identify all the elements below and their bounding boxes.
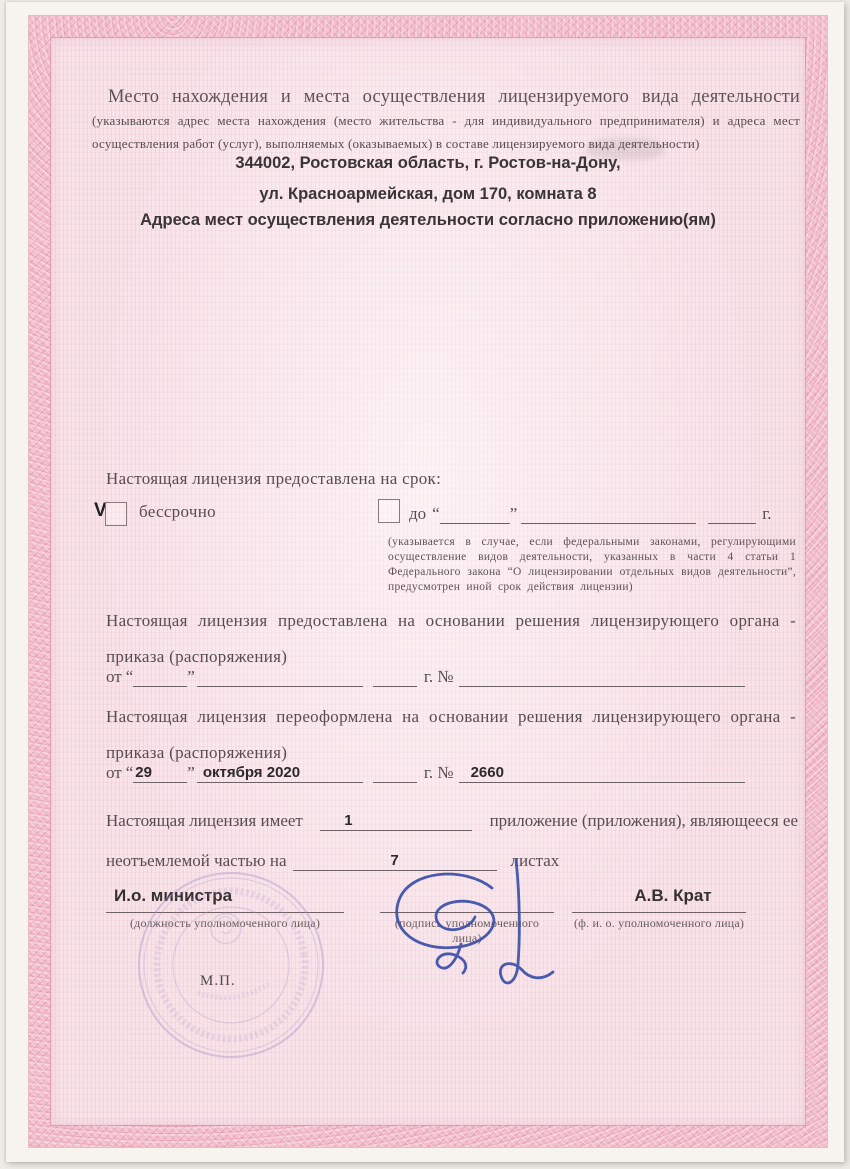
document-content bbox=[6, 2, 844, 1162]
open-quote: “ bbox=[432, 504, 440, 523]
blank-granted-monthyear bbox=[197, 664, 363, 687]
location-header-main: Место нахождения и места осуществления лицензируемого вида деятельности bbox=[108, 87, 800, 107]
attachments-part2: приложение (приложения), являющееся ее bbox=[489, 811, 798, 830]
until-label: до bbox=[409, 504, 427, 523]
signature-col-name bbox=[572, 886, 746, 931]
blank-granted-year bbox=[373, 664, 417, 687]
reissued-date-row bbox=[106, 760, 745, 783]
blank-reissued-monthyear bbox=[197, 760, 363, 783]
attachment-count-value: 1 bbox=[344, 812, 353, 829]
reissued-line-2: приказа (распоряжения) bbox=[106, 743, 288, 762]
granted-no-label: г. № bbox=[423, 667, 454, 686]
sheets-count-value: 7 bbox=[390, 852, 399, 869]
blank-reissued-year bbox=[373, 760, 417, 783]
close-quote: ” bbox=[187, 667, 195, 686]
blank-until-year bbox=[708, 501, 756, 524]
attachments-line-1 bbox=[106, 808, 798, 831]
checkbox-until bbox=[378, 499, 400, 523]
granted-line-1: Настоящая лицензия предоставлена на основании решения лицензирующего органа - bbox=[106, 611, 796, 630]
location-header-note: (указываются адрес места нахождения (место жительства - для индивидуального предпринимателя) и адреса мест осуществления работ (услуг), выполняемых (оказываемых) в составе лицензируемого вида деятельности) bbox=[92, 113, 800, 151]
blank-granted-day bbox=[133, 664, 187, 687]
address-block bbox=[78, 154, 778, 230]
address-line-3: Адреса мест осуществления деятельности согласно приложению(ям) bbox=[140, 211, 716, 229]
blank-reissued-day bbox=[133, 760, 187, 783]
reissued-line-1: Настоящая лицензия переоформлена на основании решения лицензирующего органа - bbox=[106, 707, 796, 726]
open-quote: “ bbox=[125, 763, 134, 782]
blank-until-monthyear bbox=[521, 501, 696, 524]
location-header bbox=[92, 86, 800, 155]
reissued-day-value: 29 bbox=[135, 764, 152, 781]
blank-until-day bbox=[440, 501, 510, 524]
position-caption: (должность уполномоченного лица) bbox=[129, 916, 321, 930]
reissued-no-label: г. № bbox=[423, 763, 454, 782]
name-caption: (ф. и. о. уполномоченного лица) bbox=[573, 916, 745, 930]
attachments-part3: неотъемлемой частью на bbox=[106, 851, 287, 870]
blank-attachment-count bbox=[320, 808, 472, 831]
term-label: Настоящая лицензия предоставлена на срок: bbox=[106, 469, 442, 488]
address-line-2: ул. Красноармейская, дом 170, комната 8 bbox=[259, 185, 597, 203]
paper-sheet bbox=[6, 2, 844, 1162]
close-quote: ” bbox=[509, 504, 518, 523]
handwritten-signature bbox=[364, 854, 592, 1032]
signature-line bbox=[572, 912, 746, 913]
checkbox-perpetual bbox=[105, 502, 127, 526]
attachments-part4: листах bbox=[510, 851, 560, 870]
position-value: И.о. министра bbox=[114, 886, 233, 905]
address-line-1: 344002, Ростовская область, г. Ростов-на-Дону, bbox=[235, 154, 621, 172]
check-mark: V bbox=[94, 500, 107, 521]
term-note: (указывается в случае, если федеральными законами, регулирующими осуществление видов деятельности, указанных в части 4 статьи 1 Федерального закона “О лицензировании отдельных видов деятельности”, предусмотрен иной срок действия лицензии) bbox=[388, 536, 796, 593]
reissued-from-label: от bbox=[106, 763, 122, 782]
until-option bbox=[378, 499, 772, 524]
granted-line-2: приказа (распоряжения) bbox=[106, 647, 288, 666]
perpetual-label: бессрочно bbox=[139, 502, 216, 521]
close-quote: ” bbox=[187, 763, 195, 782]
official-seal bbox=[134, 868, 328, 1062]
name-value: А.В. Крат bbox=[634, 886, 712, 905]
until-year-suffix: г. bbox=[762, 504, 772, 523]
reissued-monthyear-value: октября 2020 bbox=[202, 764, 301, 781]
reissued-number-value: 2660 bbox=[470, 764, 504, 781]
blank-granted-number bbox=[459, 664, 745, 687]
granted-date-row bbox=[106, 664, 745, 687]
seal-place-label: М.П. bbox=[200, 973, 236, 989]
sign-caption: (подпись уполномоченного лица) bbox=[394, 916, 540, 945]
blank-reissued-number bbox=[459, 760, 745, 783]
granted-from-label: от bbox=[106, 667, 122, 686]
attachments-part1: Настоящая лицензия имеет bbox=[106, 811, 303, 830]
open-quote: “ bbox=[125, 667, 134, 686]
